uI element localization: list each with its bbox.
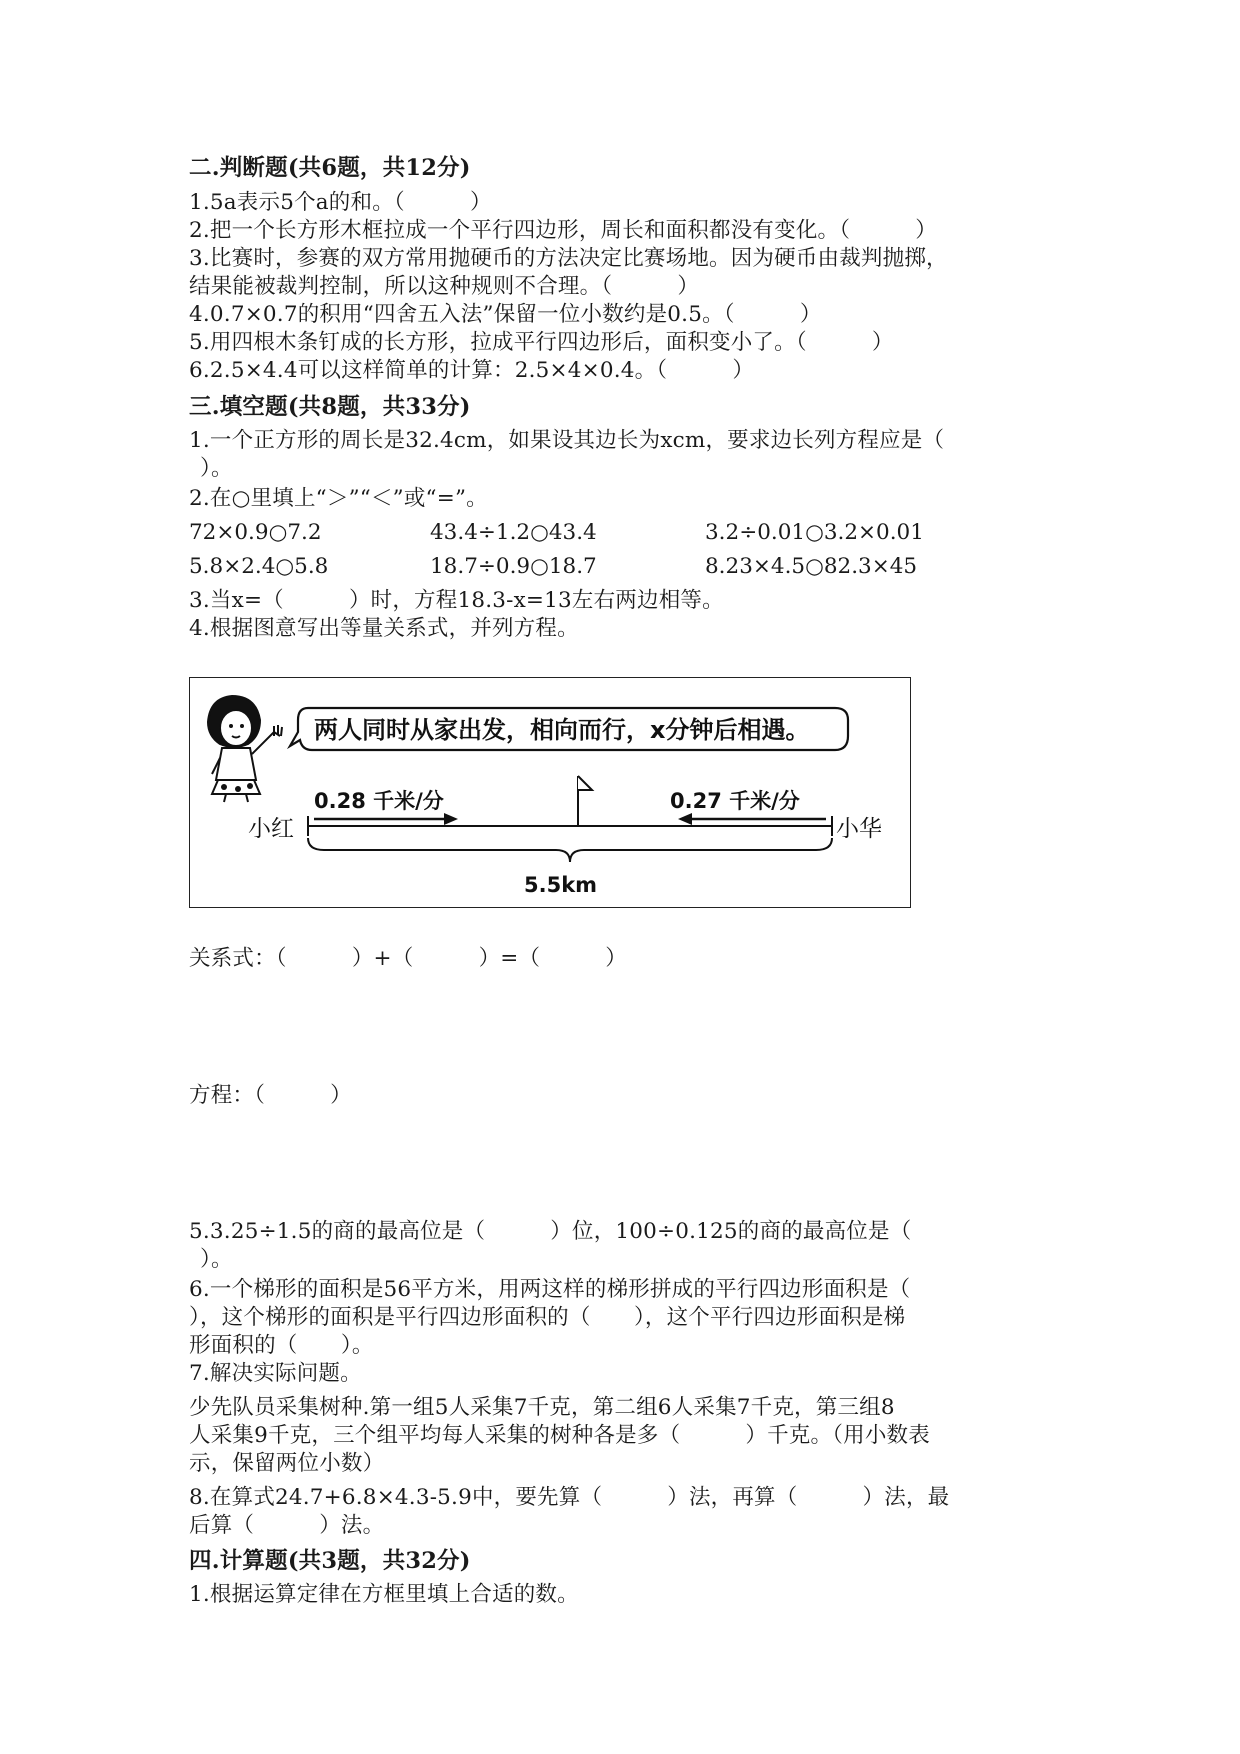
section-3-title: 三.填空题(共8题，共33分) (189, 394, 471, 420)
fill-q7-line-3: 示，保留两位小数） (189, 1451, 385, 1476)
fill-q3: 3.当x=（ ）时，方程18.3-x=13左右两边相等。 (189, 588, 724, 613)
distance-brace (308, 838, 832, 862)
fill-q7-line-1: 少先队员采集树种.第一组5人采集7千克，第二组6人采集7千克，第三组8 (189, 1395, 895, 1420)
judge-item-5: 5.用四根木条钉成的长方形，拉成平行四边形后，面积变小了。（ ） (189, 330, 894, 355)
compare-cell: 8.23×4.5○82.3×45 (705, 554, 918, 579)
fill-q6-line-2: ），这个梯形的面积是平行四边形面积的（ ），这个平行四边形面积是梯 (189, 1305, 906, 1330)
fill-q6-line-1: 6.一个梯形的面积是56平方米，用两这样的梯形拼成的平行四边形面积是（ (189, 1277, 911, 1302)
fill-q5-line-2: ）。 (200, 1247, 233, 1272)
speech-text: 两人同时从家出发，相向而行，x分钟后相遇。 (314, 716, 810, 744)
fill-q2: 2.在○里填上“＞”“＜”或“=”。 (189, 486, 488, 511)
compare-cell: 5.8×2.4○5.8 (189, 554, 329, 579)
left-speed-label: 0.28 千米/分 (314, 789, 444, 813)
fill-q6-line-3: 形面积的（ ）。 (189, 1333, 374, 1358)
compare-cell: 18.7÷0.9○18.7 (430, 554, 597, 579)
distance-label: 5.5km (524, 873, 598, 897)
meeting-problem-figure (189, 677, 911, 908)
compare-cell: 3.2÷0.01○3.2×0.01 (705, 520, 924, 545)
left-name-label: 小红 (248, 816, 294, 842)
right-name-label: 小华 (836, 816, 882, 842)
fill-q5-line-1: 5.3.25÷1.5的商的最高位是（ ）位，100÷0.125的商的最高位是（ (189, 1219, 912, 1244)
judge-item-2: 2.把一个长方形木框拉成一个平行四边形，周长和面积都没有变化。（ ） (189, 218, 937, 243)
equation-line: 方程：（ ） (189, 1083, 352, 1108)
fill-q1-line-2: ）。 (200, 456, 233, 481)
right-arrow-icon (678, 813, 826, 825)
girl-illustration-icon (208, 696, 282, 802)
figure-drawing (190, 678, 912, 909)
judge-item-3-line-2: 结果能被裁判控制，所以这种规则不合理。（ ） (189, 274, 700, 299)
fill-q7-title: 7.解决实际问题。 (189, 1361, 362, 1386)
judge-item-1: 1.5a表示5个a的和。（ ） (189, 190, 492, 215)
fill-q8-line-2: 后算（ ）法。 (189, 1513, 385, 1538)
judge-item-4: 4.0.7×0.7的积用“四舍五入法”保留一位小数约是0.5。（ ） (189, 302, 822, 327)
compare-cell: 72×0.9○7.2 (189, 520, 322, 545)
fill-q7-line-2: 人采集9千克，三个组平均每人采集的树种各是多（ ）千克。（用小数表 (189, 1423, 930, 1448)
right-speed-label: 0.27 千米/分 (670, 789, 800, 813)
judge-item-3-line-1: 3.比赛时，参赛的双方常用抛硬币的方法决定比赛场地。因为硬币由裁判抛掷， (189, 246, 948, 271)
left-arrow-icon (314, 813, 458, 825)
section-2-title: 二.判断题(共6题，共12分) (189, 155, 471, 181)
judge-item-6: 6.2.5×4.4可以这样简单的计算：2.5×4×0.4。（ ） (189, 358, 755, 383)
flag-icon (578, 776, 592, 826)
fill-q8-line-1: 8.在算式24.7+6.8×4.3-5.9中，要先算（ ）法，再算（ ）法，最 (189, 1485, 950, 1510)
fill-q4: 4.根据图意写出等量关系式，并列方程。 (189, 616, 579, 641)
calc-q1: 1.根据运算定律在方框里填上合适的数。 (189, 1582, 579, 1607)
relation-line: 关系式：（ ）+（ ）=（ ） (189, 946, 627, 971)
section-4-title: 四.计算题(共3题，共32分) (189, 1548, 471, 1574)
fill-q1-line-1: 1.一个正方形的周长是32.4cm，如果设其边长为xcm，要求边长列方程应是（ (189, 428, 945, 453)
compare-cell: 43.4÷1.2○43.4 (430, 520, 597, 545)
